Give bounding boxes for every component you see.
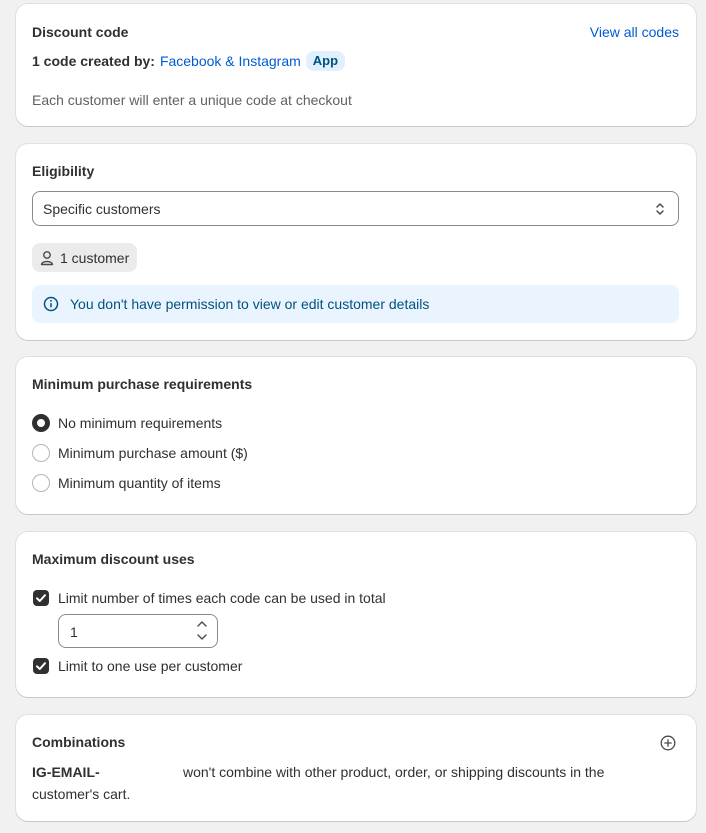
permission-banner-text: You don't have permission to view or edit customer details [70, 296, 430, 312]
limit-per-customer-checkbox[interactable] [33, 658, 49, 674]
radio-no-minimum[interactable] [32, 414, 50, 432]
increment-arrow-icon[interactable] [191, 618, 213, 631]
max-uses-card [16, 532, 696, 697]
combination-text-line1: won't combine with other product, order, or shipping discounts in the [183, 764, 605, 780]
eligibility-select[interactable] [32, 191, 679, 226]
customer-chip[interactable] [32, 243, 137, 272]
customer-chip-label: 1 customer [60, 249, 130, 266]
combination-code: IG-EMAIL- [32, 764, 100, 780]
radio-minimum-quantity[interactable] [32, 474, 50, 492]
eligibility-title: Eligibility [32, 163, 95, 179]
select-chevron-icon [654, 201, 666, 217]
limit-total-label[interactable]: Limit number of times each code can be used in total [58, 590, 386, 606]
view-all-codes-link[interactable]: View all codes [589, 24, 679, 40]
minimum-requirements-title: Minimum purchase requirements [32, 376, 253, 392]
app-badge: App [306, 51, 345, 71]
facebook-instagram-link[interactable]: Facebook & Instagram [159, 53, 301, 69]
combinations-title: Combinations [32, 734, 126, 750]
radio-minimum-amount[interactable] [32, 444, 50, 462]
radio-minimum-quantity-label[interactable]: Minimum quantity of items [58, 475, 221, 491]
minimum-requirements-card [16, 357, 696, 514]
decrement-arrow-icon[interactable] [191, 631, 213, 644]
radio-no-minimum-label[interactable]: No minimum requirements [58, 415, 223, 431]
person-icon [40, 250, 54, 266]
combinations-card [16, 715, 696, 821]
max-uses-title: Maximum discount uses [32, 551, 195, 567]
discount-code-card [16, 4, 696, 126]
created-by-label: 1 code created by: [32, 53, 155, 69]
limit-per-customer-label[interactable]: Limit to one use per customer [58, 658, 243, 674]
limit-total-checkbox[interactable] [33, 590, 49, 606]
eligibility-card [16, 144, 696, 340]
limit-total-value: 1 [70, 624, 78, 640]
radio-minimum-amount-label[interactable]: Minimum purchase amount ($) [58, 445, 248, 461]
permission-banner [32, 285, 679, 323]
discount-code-description: Each customer will enter a unique code at checkout [32, 92, 352, 108]
add-circle-icon[interactable] [660, 735, 676, 751]
checkmark-icon [33, 590, 49, 606]
discount-code-title: Discount code [32, 24, 129, 40]
eligibility-select-value: Specific customers [43, 201, 161, 217]
combination-text-line2: customer's cart. [32, 786, 131, 802]
info-icon [43, 296, 59, 312]
checkmark-icon [33, 658, 49, 674]
stepper-controls [191, 618, 213, 644]
created-by-row [32, 51, 345, 71]
limit-total-input[interactable] [58, 614, 218, 648]
